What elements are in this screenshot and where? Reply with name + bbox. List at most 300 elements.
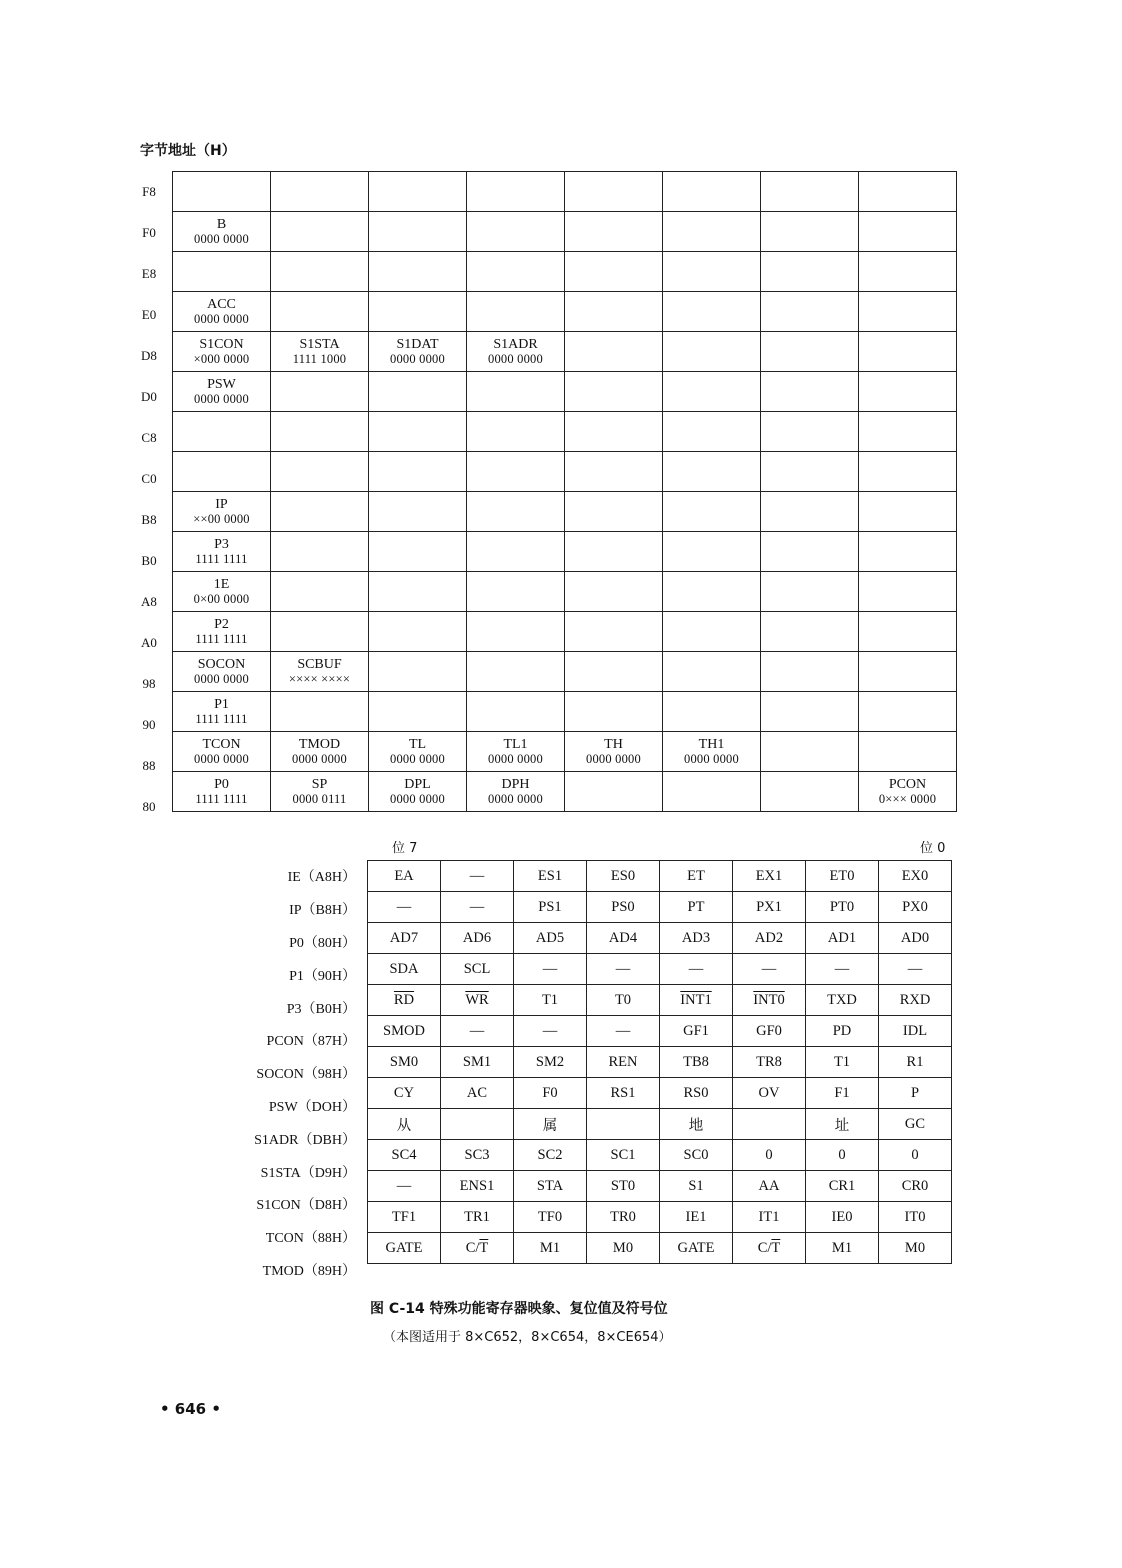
bit-cell — [733, 861, 806, 892]
sfr-register-name: TL — [408, 736, 427, 752]
sfr-reset-value: 0000 0111 — [292, 791, 347, 806]
bit-cell — [514, 892, 587, 923]
sfr-cell — [467, 492, 565, 532]
sfr-cell — [369, 692, 467, 732]
sfr-cell — [369, 332, 467, 372]
sfr-register-name: TL1 — [503, 736, 528, 752]
bit-cell — [514, 954, 587, 985]
sfr-cell — [663, 772, 761, 812]
bit-symbol: TR8 — [756, 1053, 782, 1070]
sfr-reset-value: 0000 0000 — [194, 751, 249, 766]
sfr-reset-value: ×000 0000 — [193, 351, 250, 366]
bit-row — [368, 1047, 952, 1078]
sfr-cell — [565, 772, 663, 812]
bit-symbol: IT1 — [758, 1208, 780, 1225]
bit-cell — [587, 1016, 660, 1047]
byte-address-column — [130, 171, 168, 827]
bit-symbol: AD1 — [827, 929, 857, 946]
bit-cell — [660, 1016, 733, 1047]
sfr-map-row — [173, 652, 957, 692]
sfr-cell — [761, 772, 859, 812]
sfr-register-name: S1DAT — [396, 336, 439, 352]
sfr-reset-value: 1111 1000 — [292, 351, 347, 366]
bit-symbol: F0 — [542, 1084, 558, 1101]
sfr-cell — [565, 372, 663, 412]
sfr-cell — [663, 612, 761, 652]
bit-cell — [441, 1233, 514, 1264]
bit-cell — [587, 861, 660, 892]
bit-symbol-overline: $\overline{T}$ — [771, 1239, 781, 1256]
bit-symbol: GF0 — [756, 1022, 782, 1039]
bit-cell — [587, 1202, 660, 1233]
bit-symbol: RS0 — [683, 1084, 709, 1101]
bit-symbol: TB8 — [683, 1053, 709, 1070]
bit-symbol: CR0 — [901, 1177, 929, 1194]
sfr-cell — [565, 252, 663, 292]
sfr-reset-value: 0000 0000 — [488, 791, 543, 806]
bit-cell — [368, 1078, 441, 1109]
bit-symbol: PT — [687, 898, 705, 915]
bit-symbol: TF1 — [391, 1208, 417, 1225]
sfr-cell — [663, 452, 761, 492]
sfr-cell — [173, 252, 271, 292]
bit-symbol: AD0 — [900, 929, 930, 946]
sfr-reset-value: 0000 0000 — [684, 751, 739, 766]
sfr-cell — [271, 732, 369, 772]
bit-symbol: — — [834, 960, 850, 977]
sfr-cell — [369, 572, 467, 612]
register-label: PCON（87H） — [266, 1034, 356, 1050]
sfr-cell — [565, 612, 663, 652]
sfr-cell — [369, 612, 467, 652]
bit-cell — [733, 923, 806, 954]
sfr-cell — [173, 772, 271, 812]
bit-cell — [441, 1140, 514, 1171]
sfr-cell — [761, 692, 859, 732]
bit-cell — [587, 892, 660, 923]
sfr-register-name: DPL — [404, 776, 431, 792]
bit-symbol: T1 — [833, 1053, 851, 1070]
byte-address-label: A0 — [141, 634, 157, 650]
byte-address-label: 88 — [142, 757, 156, 773]
sfr-cell — [663, 692, 761, 732]
sfr-register-name: TMOD — [298, 736, 341, 752]
bit-symbol: — — [542, 960, 558, 977]
bit-symbol: INT0 — [753, 991, 785, 1008]
figure-caption-note: （本图适用于 8×C652，8×C654，8×CE654） — [383, 1330, 672, 1345]
bit-cell — [806, 1202, 879, 1233]
sfr-map-row — [173, 732, 957, 772]
bit-cell — [806, 1140, 879, 1171]
bit-symbol: ENS1 — [459, 1177, 495, 1194]
sfr-cell — [565, 652, 663, 692]
bit-cell — [660, 1233, 733, 1264]
figure-caption: 图 C-14 特殊功能寄存器映象、复位值及符号位 — [370, 1301, 668, 1317]
sfr-reset-value: 0××× 0000 — [878, 791, 937, 806]
bit-cell — [587, 954, 660, 985]
sfr-cell — [859, 452, 957, 492]
bit-symbol: PT0 — [829, 898, 855, 915]
sfr-cell — [663, 252, 761, 292]
sfr-register-name: SCBUF — [297, 656, 342, 672]
sfr-cell — [565, 692, 663, 732]
bit-cell — [879, 923, 952, 954]
bit-symbol: T1 — [541, 991, 559, 1008]
bit-row — [368, 1109, 952, 1140]
bit-cell — [806, 1171, 879, 1202]
bit-cell — [587, 1047, 660, 1078]
bit-cell — [733, 985, 806, 1016]
sfr-cell — [271, 772, 369, 812]
sfr-cell — [467, 732, 565, 772]
bit-cell — [733, 954, 806, 985]
sfr-reset-value: 1111 1111 — [195, 631, 248, 646]
sfr-cell — [369, 212, 467, 252]
bit-cell — [514, 1078, 587, 1109]
sfr-register-name: TH — [604, 736, 623, 752]
bit-cell — [441, 861, 514, 892]
sfr-reset-value: 0×00 0000 — [193, 591, 250, 606]
sfr-cell — [271, 172, 369, 212]
bit-cell — [806, 985, 879, 1016]
bit-cell — [587, 985, 660, 1016]
sfr-cell — [271, 372, 369, 412]
bit-row — [368, 1202, 952, 1233]
bit-symbol: IDL — [902, 1022, 928, 1039]
bit-symbol: INT1 — [680, 991, 712, 1008]
bit-row — [368, 923, 952, 954]
bit-row — [368, 861, 952, 892]
bit-cell — [660, 985, 733, 1016]
bit-row — [368, 1016, 952, 1047]
bit-cell — [733, 1202, 806, 1233]
sfr-cell — [271, 212, 369, 252]
bit-symbol: SC4 — [391, 1146, 417, 1163]
sfr-register-name: P0 — [214, 776, 229, 792]
sfr-map-row — [173, 532, 957, 572]
sfr-cell — [663, 212, 761, 252]
byte-address-label: D0 — [141, 388, 157, 404]
bit-cell — [879, 985, 952, 1016]
bit-cell — [660, 1047, 733, 1078]
sfr-register-name: PSW — [207, 376, 236, 392]
sfr-register-name: IP — [215, 496, 228, 512]
bit-symbol: SM0 — [389, 1053, 419, 1070]
sfr-cell — [663, 292, 761, 332]
sfr-register-name: ACC — [207, 296, 236, 312]
register-label: IP（B8H） — [289, 903, 356, 919]
sfr-reset-value: 0000 0000 — [292, 751, 347, 766]
sfr-cell — [467, 452, 565, 492]
sfr-register-name: SOCON — [197, 656, 246, 672]
sfr-cell — [859, 372, 957, 412]
sfr-cell — [761, 412, 859, 452]
register-label: IE（A8H） — [287, 870, 356, 886]
register-name-column — [200, 860, 360, 1286]
sfr-reset-value: ×××× ×××× — [288, 671, 351, 686]
bit-symbol: AC — [466, 1084, 488, 1101]
bit-symbol: — — [615, 1022, 631, 1039]
sfr-cell — [271, 652, 369, 692]
bit-cell — [733, 892, 806, 923]
bit-cell — [368, 1016, 441, 1047]
sfr-cell — [467, 532, 565, 572]
bit-cell — [733, 1078, 806, 1109]
bit-symbol: 从 — [396, 1117, 412, 1134]
sfr-map-row — [173, 412, 957, 452]
bit-symbol: — — [469, 1022, 485, 1039]
bit-symbol: — — [907, 960, 923, 977]
bit-row — [368, 1171, 952, 1202]
sfr-cell — [761, 652, 859, 692]
sfr-reset-value: 0000 0000 — [390, 351, 445, 366]
sfr-reset-value: 0000 0000 — [194, 311, 249, 326]
bit-symbol: R1 — [906, 1053, 924, 1070]
register-label: SOCON（98H） — [256, 1067, 356, 1083]
bit-cell — [368, 1109, 441, 1140]
sfr-cell — [761, 732, 859, 772]
sfr-cell — [369, 452, 467, 492]
sfr-reset-value: 0000 0000 — [194, 671, 249, 686]
bit-cell — [441, 985, 514, 1016]
sfr-reset-value: 1111 1111 — [195, 551, 248, 566]
bit-symbol: M1 — [539, 1239, 561, 1256]
bit-cell — [660, 923, 733, 954]
bit-symbol: REN — [608, 1053, 638, 1070]
bit-cell — [514, 1233, 587, 1264]
sfr-cell — [761, 492, 859, 532]
sfr-cell — [663, 572, 761, 612]
sfr-cell — [271, 572, 369, 612]
bit-symbol: SMOD — [383, 1022, 425, 1039]
sfr-cell — [859, 612, 957, 652]
sfr-cell — [369, 652, 467, 692]
sfr-reset-value: 1111 1111 — [195, 791, 248, 806]
register-label: S1CON（D8H） — [256, 1198, 356, 1214]
bit-symbol: PS1 — [538, 898, 562, 915]
sfr-register-name: DPH — [501, 776, 530, 792]
bit-cell — [514, 861, 587, 892]
sfr-map-row — [173, 172, 957, 212]
sfr-cell — [761, 532, 859, 572]
sfr-cell — [369, 492, 467, 532]
bit-cell — [879, 954, 952, 985]
sfr-cell — [173, 412, 271, 452]
sfr-register-name: P1 — [214, 696, 229, 712]
bit-symbol: M0 — [612, 1239, 634, 1256]
sfr-cell — [369, 412, 467, 452]
register-label: P1（90H） — [289, 968, 356, 984]
bit-symbol: M1 — [831, 1239, 853, 1256]
byte-address-label: A8 — [141, 593, 157, 609]
bit-cell — [660, 1140, 733, 1171]
sfr-map-row — [173, 332, 957, 372]
bit-cell — [879, 1202, 952, 1233]
sfr-cell — [467, 772, 565, 812]
byte-address-label: B8 — [141, 511, 157, 527]
sfr-cell — [173, 332, 271, 372]
bit-cell — [879, 1233, 952, 1264]
bit-symbol: SDA — [389, 960, 419, 977]
bit-symbol: GATE — [385, 1239, 423, 1256]
sfr-cell — [761, 252, 859, 292]
sfr-cell — [369, 372, 467, 412]
sfr-cell — [663, 172, 761, 212]
bit-symbol: AD6 — [462, 929, 492, 946]
sfr-register-name: 1E — [213, 576, 230, 592]
byte-address-label: B0 — [141, 552, 157, 568]
bit-symbol: S1 — [688, 1177, 704, 1194]
bit-cell — [368, 1047, 441, 1078]
sfr-map-row — [173, 252, 957, 292]
byte-address-label: F0 — [142, 224, 156, 240]
sfr-cell — [173, 372, 271, 412]
bit-symbol-prefix: C/ — [465, 1239, 480, 1256]
bit-symbol: ES0 — [610, 867, 636, 884]
bit-cell — [368, 892, 441, 923]
bit-symbol: SC1 — [610, 1146, 636, 1163]
bit-symbol: STA — [536, 1177, 564, 1194]
bit-symbol: — — [688, 960, 704, 977]
bit-cell — [514, 1109, 587, 1140]
sfr-map-row — [173, 212, 957, 252]
bit-cell — [879, 1109, 952, 1140]
sfr-cell — [761, 332, 859, 372]
bit-cell — [879, 1047, 952, 1078]
bit-symbol: PX0 — [902, 898, 928, 915]
bit-cell — [368, 861, 441, 892]
sfr-cell — [369, 292, 467, 332]
sfr-map-row — [173, 292, 957, 332]
bit-cell — [441, 1078, 514, 1109]
byte-address-title: 字节地址（H） — [140, 143, 236, 159]
bit-cell — [806, 954, 879, 985]
bit7-label: 位 7 — [392, 841, 418, 856]
register-label: S1STA（D9H） — [260, 1165, 356, 1181]
byte-address-label: C0 — [141, 470, 157, 486]
sfr-cell — [271, 692, 369, 732]
bit-cell — [368, 1233, 441, 1264]
sfr-cell — [173, 732, 271, 772]
bit-row — [368, 954, 952, 985]
bit-symbol: GF1 — [683, 1022, 709, 1039]
sfr-cell — [859, 252, 957, 292]
sfr-cell — [173, 292, 271, 332]
bit-symbol: — — [396, 898, 412, 915]
sfr-cell — [663, 732, 761, 772]
sfr-map-row — [173, 692, 957, 732]
bit-cell — [879, 892, 952, 923]
sfr-cell — [565, 172, 663, 212]
sfr-cell — [467, 332, 565, 372]
bit-cell — [514, 923, 587, 954]
sfr-reset-value: 0000 0000 — [390, 791, 445, 806]
bit-cell — [733, 1109, 806, 1140]
sfr-cell — [467, 572, 565, 612]
bit-symbol: — — [469, 867, 485, 884]
bit-cell — [660, 1171, 733, 1202]
bit-symbol: IE0 — [831, 1208, 853, 1225]
bit-symbol: SCL — [463, 960, 491, 977]
bit-cell — [587, 1233, 660, 1264]
bit-symbol: ET0 — [829, 867, 855, 884]
bit-symbol: EX1 — [755, 867, 783, 884]
bit-cell — [587, 1078, 660, 1109]
bit-symbol: EA — [394, 867, 414, 884]
bit-cell — [368, 1171, 441, 1202]
sfr-cell — [467, 412, 565, 452]
sfr-map-row — [173, 492, 957, 532]
sfr-cell — [369, 532, 467, 572]
bit-cell — [806, 892, 879, 923]
sfr-cell — [565, 532, 663, 572]
bit-symbol: AD3 — [681, 929, 711, 946]
page-number: • 646 • — [160, 1400, 221, 1418]
sfr-register-name: SP — [311, 776, 328, 792]
sfr-cell — [369, 772, 467, 812]
bit-cell — [368, 1140, 441, 1171]
bit-cell — [806, 1047, 879, 1078]
sfr-cell — [467, 292, 565, 332]
bit-cell — [660, 861, 733, 892]
sfr-cell — [271, 612, 369, 652]
sfr-cell — [467, 652, 565, 692]
sfr-cell — [859, 412, 957, 452]
bit-cell — [879, 1140, 952, 1171]
sfr-cell — [173, 212, 271, 252]
bit-cell — [514, 1202, 587, 1233]
sfr-cell — [271, 292, 369, 332]
bit-symbol: OV — [758, 1084, 780, 1101]
register-label: TCON（88H） — [265, 1231, 356, 1247]
bit-cell — [368, 954, 441, 985]
sfr-map-row — [173, 612, 957, 652]
bit-symbol: CY — [393, 1084, 415, 1101]
bit-symbol: RS1 — [610, 1084, 636, 1101]
sfr-reset-value: 0000 0000 — [194, 231, 249, 246]
byte-address-label: F8 — [142, 183, 156, 199]
sfr-register-name: P2 — [214, 616, 229, 632]
bit-symbol: SC3 — [464, 1146, 490, 1163]
bit-cell — [660, 1078, 733, 1109]
bit-symbol: SM2 — [535, 1053, 565, 1070]
byte-address-label: 90 — [142, 716, 156, 732]
sfr-cell — [663, 332, 761, 372]
bit-symbol: — — [396, 1177, 412, 1194]
sfr-map-table — [172, 171, 957, 812]
bit-symbol: 属 — [542, 1117, 558, 1134]
bit-symbol: $\overline{WR}$ — [465, 991, 489, 1008]
register-label: P0（80H） — [289, 935, 356, 951]
sfr-reset-value: 0000 0000 — [390, 751, 445, 766]
sfr-register-name: S1CON — [199, 336, 244, 352]
bit-symbol: 0 — [838, 1146, 846, 1163]
sfr-cell — [173, 572, 271, 612]
bit-cell — [733, 1016, 806, 1047]
sfr-cell — [467, 612, 565, 652]
bit-cell — [514, 1047, 587, 1078]
bit-symbol: — — [542, 1022, 558, 1039]
sfr-cell — [467, 252, 565, 292]
bit-symbol: IT0 — [904, 1208, 926, 1225]
bit-cell — [660, 954, 733, 985]
sfr-register-name: S1ADR — [493, 336, 538, 352]
bit-cell — [514, 1140, 587, 1171]
sfr-reset-value: ××00 0000 — [193, 511, 250, 526]
bit-cell — [806, 1109, 879, 1140]
bit-cell — [514, 1171, 587, 1202]
sfr-cell — [761, 572, 859, 612]
